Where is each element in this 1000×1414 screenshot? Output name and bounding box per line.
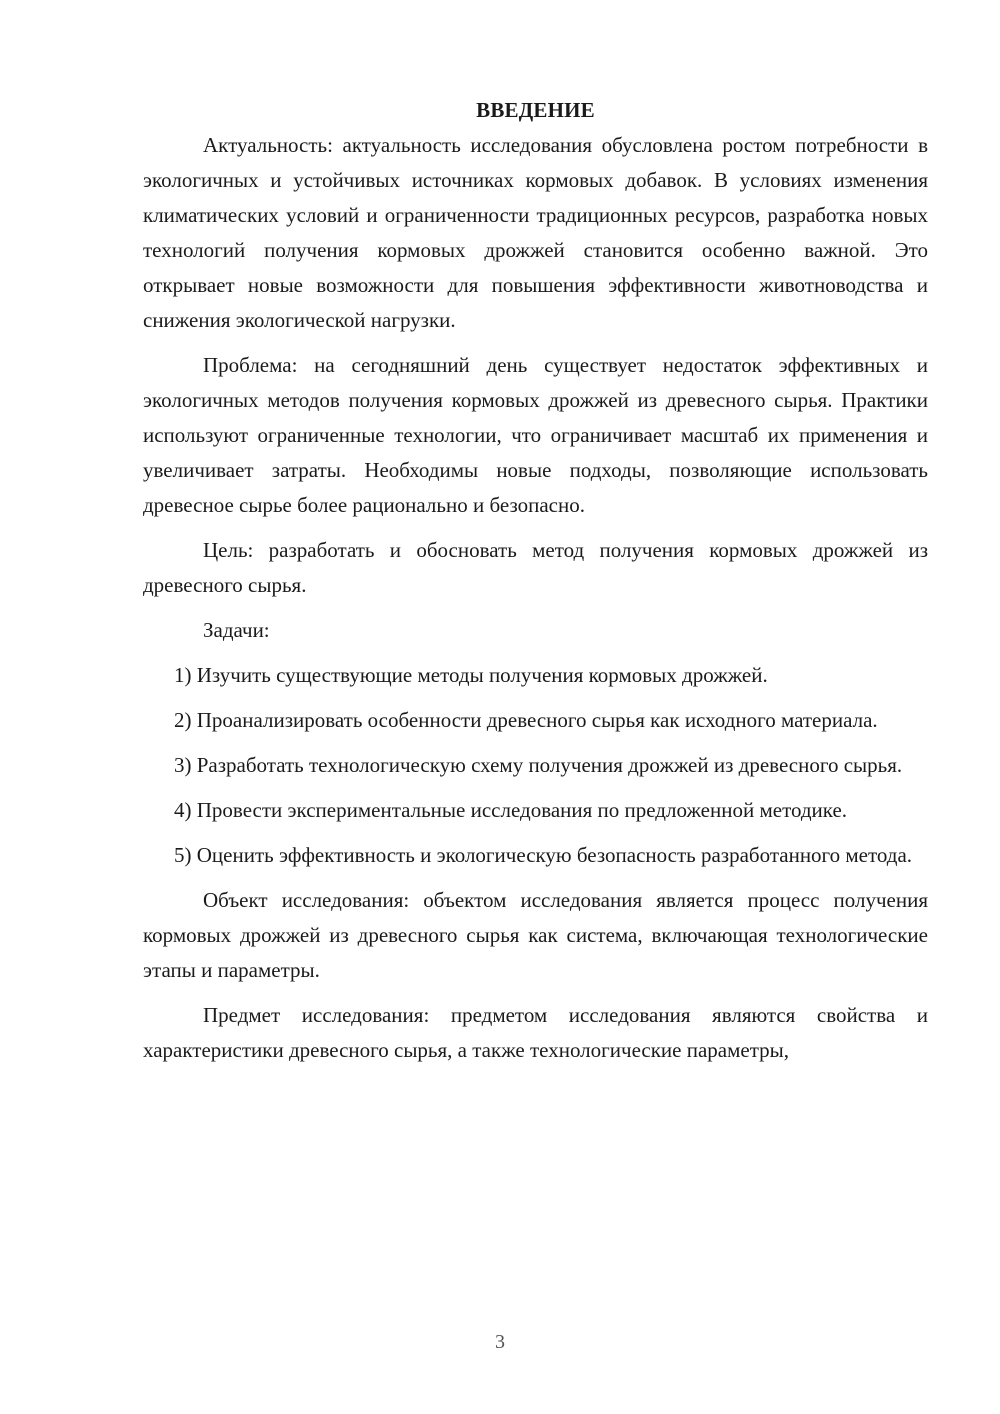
section-heading: ВВЕДЕНИЕ (476, 98, 595, 122)
goal-paragraph: Цель: разработать и обосновать метод получения кормовых дрожжей из древесного сырья. (143, 538, 928, 597)
relevance-paragraph: Актуальность: актуальность исследования обусловлена ростом потребности в экологичных и устойчивых источниках кормовых добавок. В условиях изменения климатических условий и ограниченности традиционных ресурсов, разработка новых технологий получения кормовых дрожжей становится особенно важной. Это открывает новые возможности для повышения эффективности животноводства и снижения экологической нагрузки. (143, 133, 928, 332)
tasks-label: Задачи: (203, 618, 270, 642)
document-page (143, 93, 928, 1068)
page-number: 3 (495, 1331, 505, 1353)
task-item: 1) Изучить существующие методы получения кормовых дрожжей. (174, 663, 768, 687)
object-paragraph: Объект исследования: объектом исследования является процесс получения кормовых дрожжей из древесного сырья как система, включающая технологические этапы и параметры. (143, 888, 928, 982)
task-item: 3) Разработать технологическую схему получения дрожжей из древесного сырья. (174, 753, 903, 777)
task-item: 5) Оценить эффективность и экологическую безопасность разработанного метода. (174, 843, 913, 867)
task-item: 4) Провести экспериментальные исследования по предложенной методике. (174, 798, 848, 822)
task-item: 2) Проанализировать особенности древесного сырья как исходного материала. (174, 708, 878, 732)
problem-paragraph: Проблема: на сегодняшний день существует недостаток эффективных и экологичных методов получения кормовых дрожжей из древесного сырья. Практики используют ограниченные технологии, что ограничивает масштаб их применения и увеличивает затраты. Необходимы новые подходы, позволяющие использовать древесное сырье более рационально и безопасно. (143, 353, 928, 517)
subject-paragraph: Предмет исследования: предметом исследования являются свойства и характеристики древесного сырья, а также технологические параметры, (143, 1003, 928, 1062)
